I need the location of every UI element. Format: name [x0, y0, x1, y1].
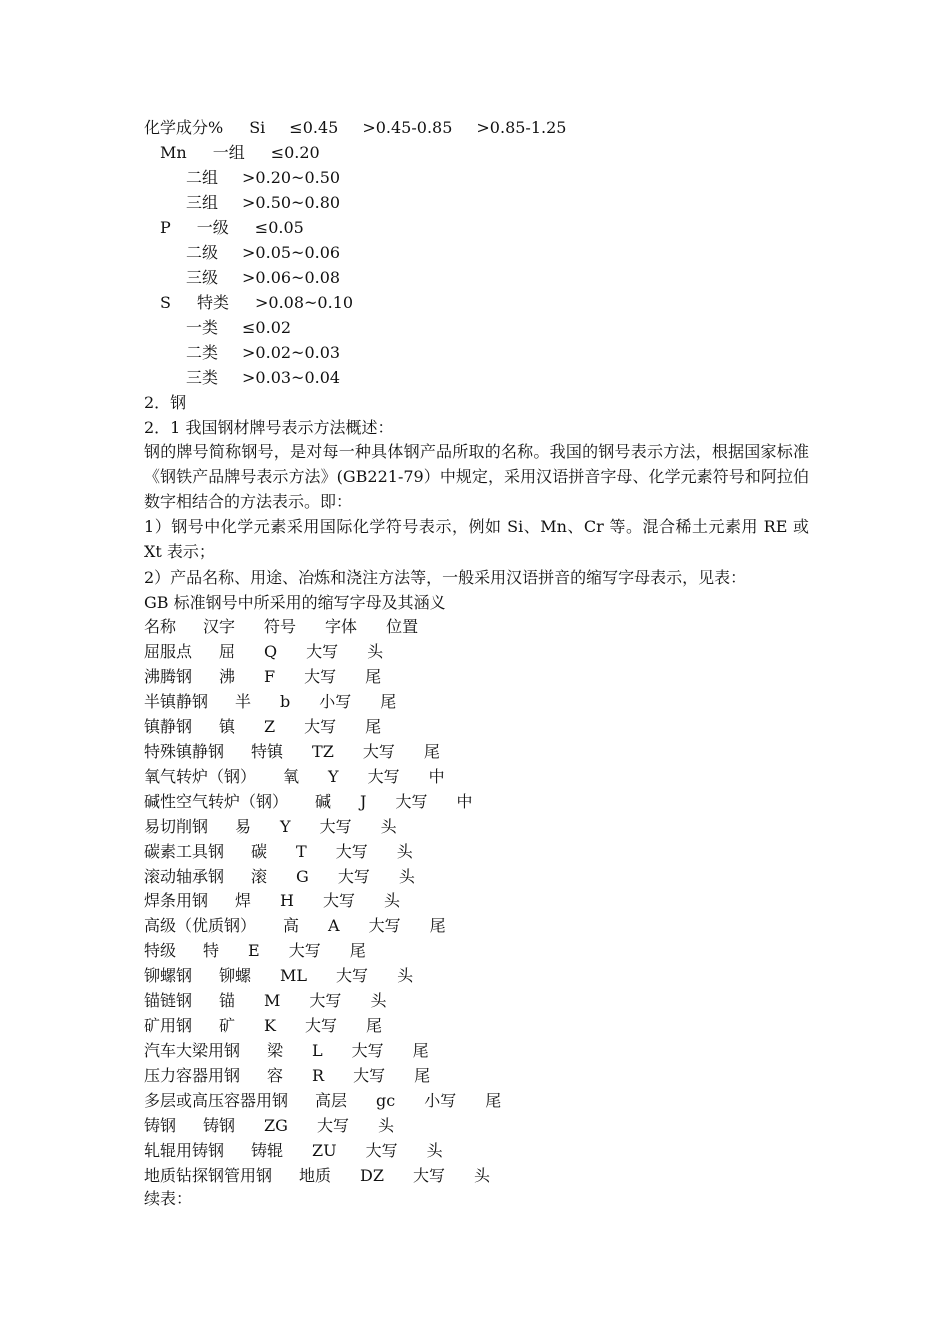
table-cell: 氧气转炉（钢） — [144, 766, 257, 786]
table-cell: 汉字 — [203, 617, 236, 636]
chem-row-mn — [160, 143, 320, 163]
table-cell: 大写 — [306, 641, 339, 661]
table-cell: ML — [280, 966, 308, 986]
chem-value: >0.50~0.80 — [242, 193, 341, 212]
table-cell: 大写 — [412, 1165, 445, 1185]
chem-value: ≤0.05 — [254, 218, 304, 237]
chem-grade: 二组 — [186, 168, 219, 187]
chem-label: 化学成分% — [144, 118, 224, 137]
chem-grade: 二级 — [186, 243, 219, 262]
table-cell: 铆螺钢 — [144, 966, 193, 986]
table-cell: 汽车大梁用钢 — [144, 1041, 241, 1061]
table-cell: 铆螺 — [219, 966, 252, 986]
chem-value: >0.06~0.08 — [242, 268, 341, 287]
table-cell: 矿用钢 — [144, 1016, 193, 1036]
table-row — [144, 642, 383, 662]
table-row — [144, 767, 445, 787]
table-cell: Y — [328, 766, 339, 786]
chem-value: ≤0.45 — [289, 118, 339, 137]
table-cell: 大写 — [304, 1016, 337, 1036]
table-cell: 屈服点 — [144, 641, 193, 661]
table-cell: 头 — [426, 1140, 443, 1160]
table-cell: b — [280, 691, 291, 711]
table-cell: 头 — [377, 1116, 394, 1135]
table-cell: 尾 — [485, 1091, 502, 1111]
table-cell: 头 — [398, 866, 415, 886]
table-cell: TZ — [312, 741, 334, 761]
table-cell: 特殊镇静钢 — [144, 741, 225, 761]
chem-grade: 三组 — [186, 193, 219, 212]
chem-row-si — [144, 118, 566, 138]
table-cell: 尾 — [365, 666, 382, 686]
table-cell: 尾 — [380, 691, 397, 711]
table-cell: F — [264, 666, 276, 686]
table-cell: DZ — [360, 1165, 384, 1185]
table-row — [144, 1041, 429, 1061]
table-row — [144, 842, 413, 862]
chem-grade: 一级 — [196, 218, 229, 237]
table-cell: K — [264, 1016, 276, 1036]
table-cell: 碳素工具钢 — [144, 841, 225, 861]
chem-grade: 三类 — [186, 368, 219, 387]
item-1-paragraph: 1）钢号中化学元素采用国际化学符号表示，例如 Si、Mn、Cr 等。混合稀土元素用 RE 或 Xt 表示； — [144, 517, 809, 561]
table-cell: 氧 — [283, 766, 300, 786]
chem-row-p — [160, 218, 304, 238]
table-row — [144, 692, 396, 712]
table-cell: 容 — [267, 1066, 284, 1086]
table-cell: 尾 — [366, 1016, 383, 1036]
table-cell: 地质 — [299, 1165, 332, 1185]
table-cell: 梁 — [267, 1041, 284, 1061]
table-cell: ZU — [312, 1140, 337, 1160]
intro-paragraph: 钢的牌号简称钢号，是对每一种具体钢产品所取的名称。我国的钢号表示方法，根据国家标准《钢铁产品牌号表示方法》(GB221-79）中规定，采用汉语拼音字母、化学元素符号和阿拉伯数字相结合的方法表示。即： — [144, 442, 809, 511]
table-cell: 碱 — [315, 791, 332, 811]
table-row — [144, 1066, 430, 1086]
table-cell: 头 — [397, 966, 414, 986]
table-row — [144, 742, 440, 762]
table-row — [144, 667, 381, 687]
table-cell: 矿 — [219, 1016, 236, 1036]
table-cell: 头 — [384, 891, 401, 911]
table-cell: 位置 — [386, 617, 419, 636]
chem-element: P — [160, 218, 171, 237]
table-cell: 大写 — [304, 666, 337, 686]
table-cell: 多层或高压容器用钢 — [144, 1091, 289, 1111]
table-cell: 头 — [367, 641, 384, 661]
table-cell: gc — [376, 1091, 396, 1111]
chem-value: ≤0.20 — [270, 143, 320, 162]
table-row — [144, 1116, 394, 1136]
table-cell: Y — [280, 816, 291, 836]
table-cell: 易 — [235, 816, 252, 836]
table-cell: 大写 — [304, 716, 337, 736]
table-cell: 大写 — [309, 991, 342, 1011]
chem-row-mn2 — [186, 168, 340, 188]
chem-value: >0.02~0.03 — [242, 343, 341, 362]
table-cell: 半 — [235, 691, 252, 711]
table-cell: 中 — [428, 766, 445, 786]
table-row — [144, 916, 446, 936]
table-cell: 碳 — [251, 841, 268, 861]
table-cell: G — [296, 866, 309, 886]
table-cell: 尾 — [365, 716, 382, 736]
table-row — [144, 1141, 443, 1161]
table-cell: M — [264, 991, 281, 1011]
table-cell: 尾 — [412, 1041, 429, 1061]
chem-row-s2 — [186, 343, 340, 363]
chem-value: >0.03~0.04 — [242, 368, 341, 387]
table-cell: 碱性空气转炉（钢） — [144, 791, 289, 811]
table-cell: 铸辊 — [251, 1140, 284, 1160]
table-cell: 符号 — [264, 617, 297, 636]
table-cell: 滚动轴承钢 — [144, 866, 225, 886]
table-cell: 尾 — [414, 1066, 431, 1086]
table-cell: 大写 — [365, 1140, 398, 1160]
table-row — [144, 867, 415, 887]
table-cell: 焊条用钢 — [144, 891, 209, 911]
table-row — [144, 817, 397, 837]
table-cell: 大写 — [288, 941, 321, 961]
table-cell: 沸 — [219, 666, 236, 686]
table-row — [144, 1016, 382, 1036]
section-subheading: 2．1 我国钢材牌号表示方法概述： — [144, 418, 394, 437]
table-cell: 大写 — [368, 916, 401, 936]
table-cell: A — [328, 916, 340, 936]
table-cell: 屈 — [219, 641, 236, 661]
chem-grade: 一组 — [212, 143, 245, 162]
table-cell: ZG — [264, 1116, 288, 1135]
table-cell: 半镇静钢 — [144, 691, 209, 711]
table-cell: 焊 — [235, 891, 252, 911]
continued-label: 续表： — [144, 1189, 193, 1208]
item-2-paragraph: 2）产品名称、用途、冶炼和浇注方法等，一般采用汉语拼音的缩写字母表示，见表： — [144, 568, 747, 587]
table-row — [144, 941, 366, 961]
chem-value: >0.05~0.06 — [242, 243, 341, 262]
table-cell: 地质钻探钢管用钢 — [144, 1165, 273, 1185]
table-row — [144, 966, 413, 986]
table-cell: 尾 — [423, 741, 440, 761]
table-cell: 头 — [370, 991, 387, 1011]
table-cell: 大写 — [336, 966, 369, 986]
table-cell: 尾 — [429, 916, 446, 936]
table-cell: T — [296, 841, 307, 861]
table-cell: L — [312, 1041, 323, 1061]
table-cell: 镇 — [219, 716, 236, 736]
table-cell: J — [360, 791, 367, 811]
table-cell: 易切削钢 — [144, 816, 209, 836]
table-cell: 头 — [474, 1165, 491, 1185]
table-row — [144, 717, 381, 737]
chem-row-s3 — [186, 368, 340, 388]
table-cell: 大写 — [353, 1066, 386, 1086]
table-cell: 大写 — [335, 841, 368, 861]
table-cell: 轧辊用铸钢 — [144, 1140, 225, 1160]
table-cell: 头 — [396, 841, 413, 861]
table-cell: 特 — [203, 941, 220, 961]
table-row — [144, 1091, 501, 1111]
table-cell: 滚 — [251, 866, 268, 886]
table-cell: Q — [264, 641, 278, 661]
table-cell: 大写 — [319, 816, 352, 836]
table-cell: 大写 — [337, 866, 370, 886]
table-cell: 铸钢 — [203, 1116, 236, 1135]
table-cell: 特镇 — [251, 741, 284, 761]
chem-grade: 二类 — [186, 343, 219, 362]
table-cell: 高层 — [315, 1091, 348, 1111]
table-cell: 小写 — [424, 1091, 457, 1111]
chem-row-s — [160, 293, 353, 313]
table-cell: Z — [264, 716, 276, 736]
table-cell: 小写 — [319, 691, 352, 711]
chem-value: >0.08~0.10 — [254, 293, 354, 312]
table-cell: 锚 — [219, 991, 236, 1011]
table-cell: 尾 — [349, 941, 366, 961]
table-cell: H — [280, 891, 294, 911]
table-cell: 压力容器用钢 — [144, 1066, 241, 1086]
chem-value: >0.45-0.85 — [362, 118, 453, 137]
chem-grade: 三级 — [186, 268, 219, 287]
table-cell: 大写 — [367, 766, 400, 786]
table-row — [144, 792, 472, 812]
table-row — [144, 1166, 490, 1186]
table-cell: R — [312, 1066, 325, 1086]
table-cell: 镇静钢 — [144, 716, 193, 736]
chem-element: S — [160, 293, 171, 312]
table-cell: 沸腾钢 — [144, 666, 193, 686]
table-cell: 大写 — [322, 891, 355, 911]
table-header-row — [144, 617, 418, 637]
chem-value: >0.20~0.50 — [242, 168, 341, 187]
chem-grade: 特类 — [196, 293, 229, 312]
chem-row-mn3 — [186, 193, 340, 213]
chem-row-p2 — [186, 243, 340, 263]
table-cell: 大写 — [362, 741, 395, 761]
chem-element: Mn — [160, 143, 187, 162]
chem-row-p3 — [186, 268, 340, 288]
section-heading: 2．钢 — [144, 393, 187, 412]
table-caption: GB 标准钢号中所采用的缩写字母及其涵义 — [144, 593, 446, 612]
table-cell: 高级（优质钢） — [144, 916, 257, 936]
table-cell: 大写 — [351, 1041, 384, 1061]
table-cell: 字体 — [325, 617, 358, 636]
chem-grade: 一类 — [186, 318, 219, 337]
table-cell: 铸钢 — [144, 1116, 177, 1135]
table-cell: 高 — [283, 916, 300, 936]
chem-value: ≤0.02 — [242, 318, 292, 337]
table-cell: 锚链钢 — [144, 991, 193, 1011]
table-row — [144, 891, 400, 911]
table-cell: 大写 — [395, 791, 428, 811]
table-cell: 特级 — [144, 941, 177, 961]
table-cell: 名称 — [144, 617, 177, 636]
table-cell: 中 — [456, 791, 473, 811]
chem-value: >0.85-1.25 — [476, 118, 567, 137]
table-cell: 大写 — [316, 1116, 349, 1135]
table-cell: E — [248, 941, 260, 961]
chem-row-s1 — [186, 318, 291, 338]
table-row — [144, 991, 386, 1011]
chem-element: Si — [249, 118, 266, 137]
table-cell: 头 — [380, 816, 397, 836]
